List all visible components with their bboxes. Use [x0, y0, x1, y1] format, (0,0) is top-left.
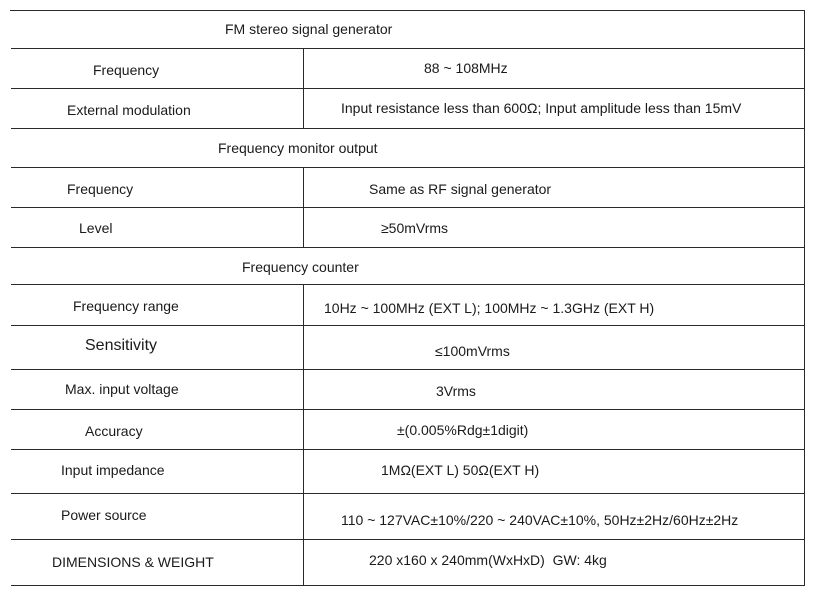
section-title: Frequency monitor output: [218, 140, 378, 156]
spec-label: Max. input voltage: [65, 381, 179, 397]
spec-value: ≤100mVrms: [435, 343, 510, 359]
table-row: [11, 208, 805, 248]
table-row: [11, 494, 805, 540]
table-row: [11, 49, 805, 89]
table-row: [11, 285, 805, 326]
spec-value: ±(0.005%Rdg±1digit): [397, 422, 529, 438]
spec-label: External modulation: [67, 102, 191, 118]
column-divider: [303, 370, 304, 409]
spec-label: Sensitivity: [85, 337, 158, 354]
spec-label: Frequency: [93, 62, 160, 78]
section-heading-monitor-output: [11, 129, 805, 168]
spec-table: [10, 10, 805, 570]
table-row: [11, 89, 805, 129]
spec-value: 88 ~ 108MHz: [424, 60, 508, 76]
spec-label: Level: [79, 220, 113, 236]
table-row: [11, 168, 805, 208]
column-divider: [303, 410, 304, 449]
column-divider: [303, 208, 304, 247]
section-heading-fm-stereo: [11, 11, 805, 49]
table-row: [11, 410, 805, 450]
spec-value: 110 ~ 127VAC±10%/220 ~ 240VAC±10%, 50Hz±2Hz/60Hz±2Hz: [341, 512, 739, 528]
spec-label: Frequency: [67, 181, 134, 197]
column-divider: [303, 450, 304, 493]
table-row: [11, 326, 805, 370]
spec-label: Power source: [61, 507, 147, 523]
column-divider: [303, 89, 304, 128]
table-row: [11, 450, 805, 494]
spec-label: Input impedance: [61, 462, 165, 478]
column-divider: [303, 540, 304, 585]
spec-label: DIMENSIONS & WEIGHT: [52, 554, 214, 570]
spec-value: 220 x160 x 240mm(WxHxD) GW: 4kg: [369, 552, 607, 568]
column-divider: [303, 285, 304, 325]
section-heading-frequency-counter: [11, 248, 805, 285]
spec-label: Accuracy: [85, 423, 143, 439]
section-title: Frequency counter: [242, 259, 359, 275]
column-divider: [303, 494, 304, 539]
column-divider: [303, 168, 304, 207]
table-row: [11, 370, 805, 410]
spec-label: Frequency range: [73, 298, 179, 314]
column-divider: [303, 49, 304, 88]
spec-value: Input resistance less than 600Ω; Input amplitude less than 15mV: [341, 100, 742, 116]
column-divider: [303, 326, 304, 369]
spec-value: 1MΩ(EXT L) 50Ω(EXT H): [381, 462, 540, 478]
spec-value: 3Vrms: [436, 383, 476, 399]
section-title: FM stereo signal generator: [225, 21, 393, 37]
spec-value: 10Hz ~ 100MHz (EXT L); 100MHz ~ 1.3GHz (EXT H): [324, 300, 655, 316]
spec-value: ≥50mVrms: [381, 220, 449, 236]
spec-value: Same as RF signal generator: [369, 181, 552, 197]
table-row: [11, 540, 805, 586]
